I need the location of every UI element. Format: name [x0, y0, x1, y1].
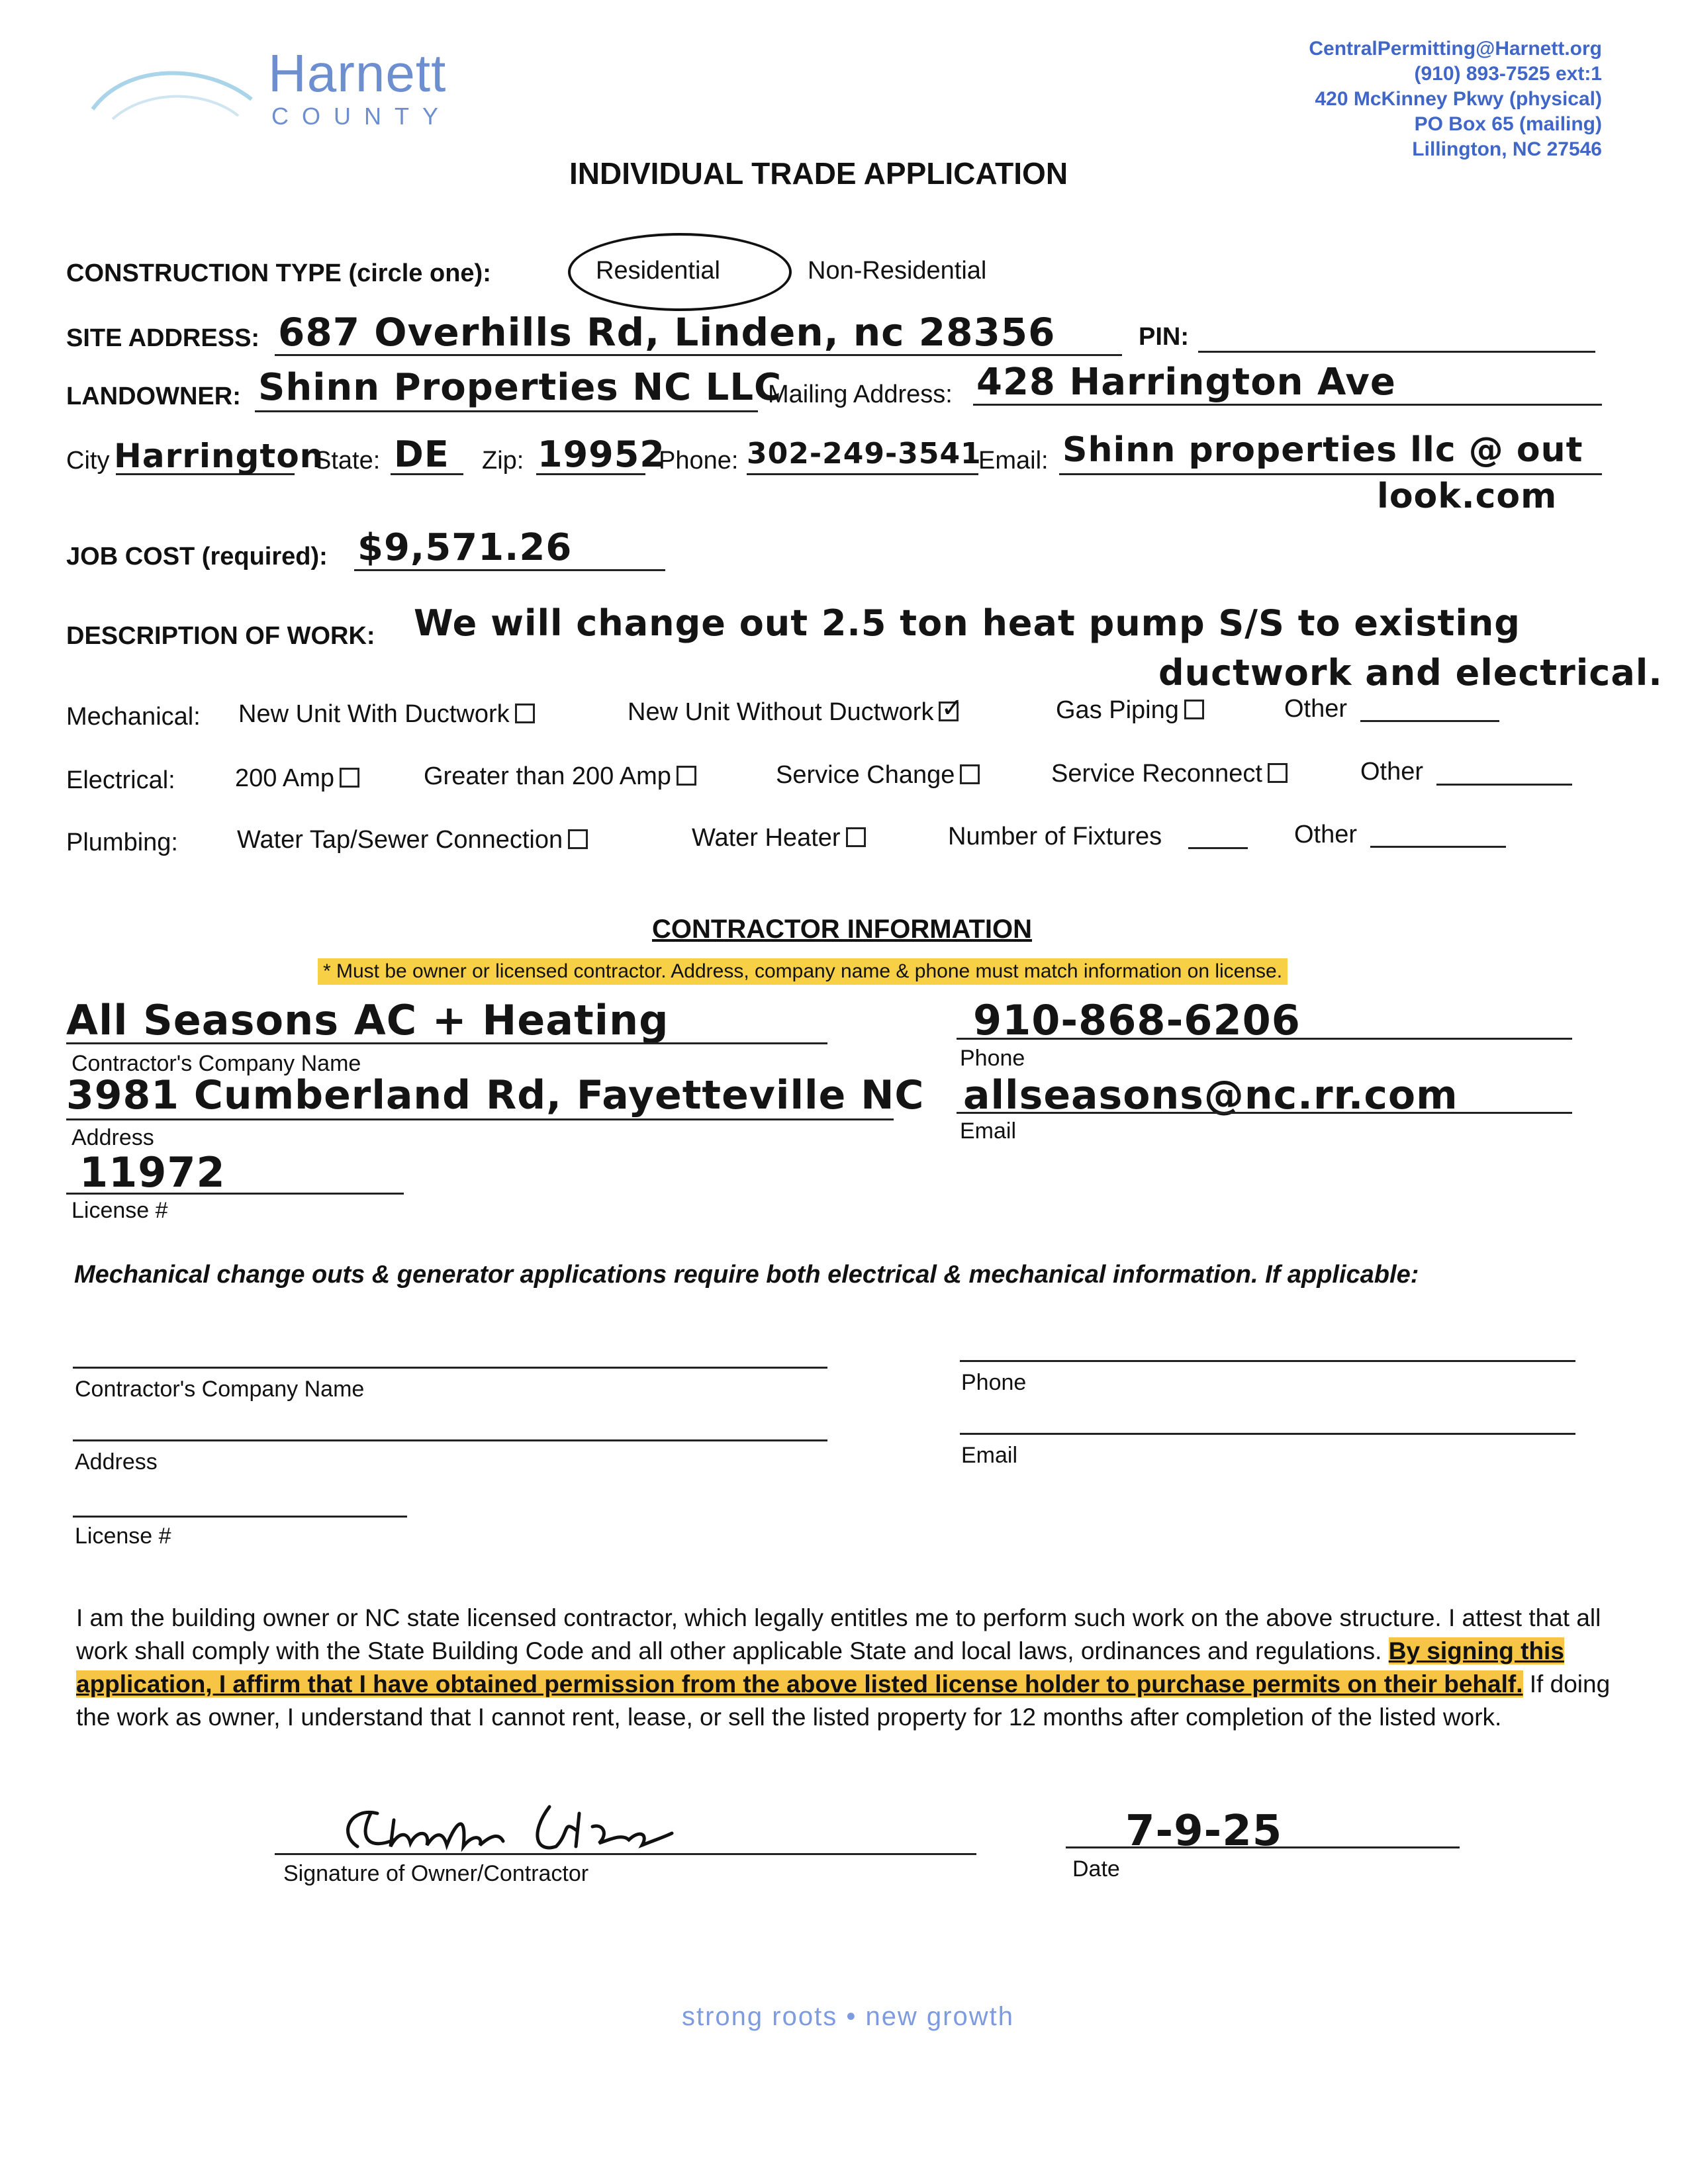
contact-physical-address: 420 McKinney Pkwy (physical)	[1315, 88, 1602, 110]
secondary-company-label: Contractor's Company Name	[75, 1377, 365, 1402]
contractor-email-label: Email	[960, 1118, 1017, 1144]
pin-label: PIN:	[1139, 323, 1189, 351]
signature-label: Signature of Owner/Contractor	[283, 1861, 589, 1886]
attestation-text-part1: I am the building owner or NC state licensed contractor, which legally entitles me to perform such work on the above structure. I attest that all work shall comply with the State Building Code and all other applicable State and local laws, ordinances and regulations.	[76, 1604, 1601, 1664]
mech-option-without-ductwork[interactable]	[628, 698, 959, 727]
secondary-address-label: Address	[75, 1449, 158, 1475]
contractor-phone-value[interactable]: 910-868-6206	[973, 996, 1301, 1044]
plumb-other-label: Other	[1294, 821, 1358, 848]
secondary-email-label: Email	[961, 1443, 1018, 1468]
attestation-paragraph	[76, 1602, 1638, 1734]
contractor-license-value[interactable]: 11972	[79, 1148, 226, 1197]
plumb-option-water-heater[interactable]	[692, 824, 866, 852]
contact-city: Lillington, NC 27546	[1412, 138, 1602, 160]
plumb-option-water-heater-label: Water Heater	[692, 824, 841, 852]
zip-value[interactable]: 19952	[538, 433, 665, 475]
plumb-water-tap-checkbox[interactable]	[568, 829, 588, 849]
landowner-value[interactable]: Shinn Properties NC LLC	[258, 366, 782, 409]
contractor-address-line	[66, 1118, 894, 1120]
job-cost-line	[354, 569, 665, 571]
mailing-address-label: Mailing Address:	[768, 381, 953, 408]
secondary-license-line[interactable]	[73, 1516, 407, 1518]
elec-service-change-checkbox[interactable]	[960, 764, 980, 784]
mech-other-label: Other	[1284, 695, 1348, 723]
mech-option-gas-piping-label: Gas Piping	[1056, 696, 1179, 724]
form-title: INDIVIDUAL TRADE APPLICATION	[569, 156, 1068, 191]
date-value[interactable]: 7-9-25	[1125, 1807, 1283, 1856]
secondary-email-line[interactable]	[960, 1433, 1575, 1435]
contractor-email-value[interactable]: allseasons@nc.rr.com	[963, 1072, 1458, 1118]
zip-label: Zip:	[482, 447, 524, 475]
date-line[interactable]	[1066, 1846, 1460, 1848]
description-value-line1[interactable]: We will change out 2.5 ton heat pump S/S to existing	[414, 602, 1521, 644]
secondary-address-line[interactable]	[73, 1439, 827, 1441]
landowner-phone-value[interactable]: 302-249-3541	[747, 437, 982, 471]
elec-option-greater-200[interactable]	[424, 762, 696, 791]
attestation-text-part2: If doing the work as owner, I understand that I cannot rent, lease, or sell the listed property for 12 months after completion of the listed work.	[76, 1670, 1611, 1731]
email-label: Email:	[978, 447, 1049, 475]
site-address-label: SITE ADDRESS:	[66, 324, 260, 352]
elec-greater-200-checkbox[interactable]	[677, 766, 696, 786]
elec-option-200-amp-label: 200 Amp	[235, 764, 334, 792]
mech-option-without-ductwork-label: New Unit Without Ductwork	[628, 698, 934, 726]
secondary-phone-line[interactable]	[960, 1360, 1575, 1362]
landowner-phone-line	[747, 473, 978, 475]
elec-option-200-amp[interactable]	[235, 764, 359, 793]
contractor-company-value[interactable]: All Seasons AC + Heating	[66, 996, 669, 1044]
mech-without-ductwork-checkbox[interactable]	[939, 702, 959, 721]
contractor-company-label: Contractor's Company Name	[71, 1051, 361, 1076]
contractor-license-label: License #	[71, 1198, 168, 1223]
mech-gas-piping-checkbox[interactable]	[1184, 700, 1204, 719]
contact-mailing-address: PO Box 65 (mailing)	[1414, 113, 1602, 135]
contact-email: CentralPermitting@Harnett.org	[1309, 38, 1602, 60]
contractor-address-label: Address	[71, 1125, 154, 1150]
contractor-heading: CONTRACTOR INFORMATION	[652, 915, 1033, 944]
mech-option-with-ductwork-label: New Unit With Ductwork	[238, 700, 510, 728]
elec-option-service-change[interactable]	[776, 761, 980, 790]
mech-option-gas-piping[interactable]	[1056, 696, 1204, 725]
county-logo	[86, 36, 483, 136]
city-value[interactable]: Harrington	[114, 437, 324, 475]
plumb-fixtures-line[interactable]	[1188, 847, 1248, 849]
signature-line[interactable]	[275, 1853, 976, 1855]
landowner-email-value-line2[interactable]: look.com	[1377, 477, 1558, 516]
plumbing-label: Plumbing:	[66, 829, 178, 856]
state-label: State:	[314, 447, 381, 475]
date-label: Date	[1072, 1856, 1120, 1882]
mech-with-ductwork-checkbox[interactable]	[515, 704, 535, 723]
mech-other-line[interactable]	[1360, 720, 1499, 722]
secondary-company-line[interactable]	[73, 1367, 827, 1369]
landowner-label: LANDOWNER:	[66, 383, 241, 410]
construction-type-label: CONSTRUCTION TYPE (circle one):	[66, 259, 491, 287]
phone-label: Phone:	[659, 447, 739, 475]
contractor-email-line	[957, 1112, 1572, 1114]
contractor-phone-line	[957, 1038, 1572, 1040]
plumb-other-line[interactable]	[1370, 846, 1506, 848]
landowner-email-value-line1[interactable]: Shinn properties llc @ out	[1062, 430, 1583, 470]
contractor-phone-label: Phone	[960, 1046, 1025, 1071]
secondary-contractor-note: Mechanical change outs & generator applications require both electrical & mechanical information. If applicable:	[74, 1261, 1419, 1289]
job-cost-value[interactable]: $9,571.26	[357, 526, 573, 569]
signature-drawing	[331, 1794, 702, 1866]
description-label: DESCRIPTION OF WORK:	[66, 622, 375, 650]
site-address-value[interactable]: 687 Overhills Rd, Linden, nc 28356	[278, 310, 1056, 355]
elec-option-service-reconnect-label: Service Reconnect	[1051, 760, 1262, 788]
plumb-water-heater-checkbox[interactable]	[846, 827, 866, 847]
elec-other-label: Other	[1360, 758, 1424, 786]
city-label: City	[66, 447, 110, 475]
construction-option-residential[interactable]: Residential	[596, 257, 720, 285]
logo-harnett-text: Harnett	[268, 44, 447, 103]
description-value-line2[interactable]: ductwork and electrical.	[1158, 652, 1663, 694]
logo-swoosh-icon	[86, 36, 285, 136]
mech-option-with-ductwork[interactable]	[238, 700, 535, 729]
elec-option-greater-200-label: Greater than 200 Amp	[424, 762, 671, 790]
footer-tagline: strong roots • new growth	[682, 2002, 1014, 2031]
landowner-line	[255, 410, 758, 412]
electrical-label: Electrical:	[66, 766, 175, 794]
elec-service-reconnect-checkbox[interactable]	[1268, 763, 1288, 783]
elec-200-amp-checkbox[interactable]	[340, 768, 359, 788]
contractor-notice: * Must be owner or licensed contractor. Address, company name & phone must match information on license.	[318, 958, 1288, 985]
mailing-address-value[interactable]: 428 Harrington Ave	[976, 361, 1396, 404]
contact-phone: (910) 893-7525 ext:1	[1414, 63, 1602, 85]
contact-block	[1309, 36, 1602, 162]
elec-option-service-reconnect[interactable]	[1051, 760, 1288, 788]
plumb-option-water-tap-label: Water Tap/Sewer Connection	[237, 826, 563, 854]
contractor-company-line	[66, 1042, 827, 1044]
plumb-option-water-tap[interactable]	[237, 826, 588, 854]
secondary-license-label: License #	[75, 1524, 171, 1549]
pin-line[interactable]	[1198, 351, 1595, 353]
secondary-phone-label: Phone	[961, 1370, 1027, 1395]
elec-other-line[interactable]	[1436, 784, 1572, 786]
contractor-address-value[interactable]: 3981 Cumberland Rd, Fayetteville NC	[66, 1072, 925, 1118]
contractor-license-line	[66, 1193, 404, 1195]
mechanical-label: Mechanical:	[66, 703, 201, 731]
state-value[interactable]: DE	[394, 433, 449, 475]
plumb-fixtures-label: Number of Fixtures	[948, 823, 1162, 850]
landowner-email-line	[1059, 473, 1602, 475]
mailing-address-line	[973, 404, 1602, 406]
elec-option-service-change-label: Service Change	[776, 761, 955, 789]
logo-county-text: COUNTY	[271, 103, 451, 130]
job-cost-label: JOB COST (required):	[66, 543, 328, 570]
construction-option-non-residential[interactable]: Non-Residential	[808, 257, 987, 285]
attestation-highlight: By signing this application, I affirm that I have obtained permission from the above listed license holder to purchase permits on their behalf.	[76, 1637, 1564, 1698]
